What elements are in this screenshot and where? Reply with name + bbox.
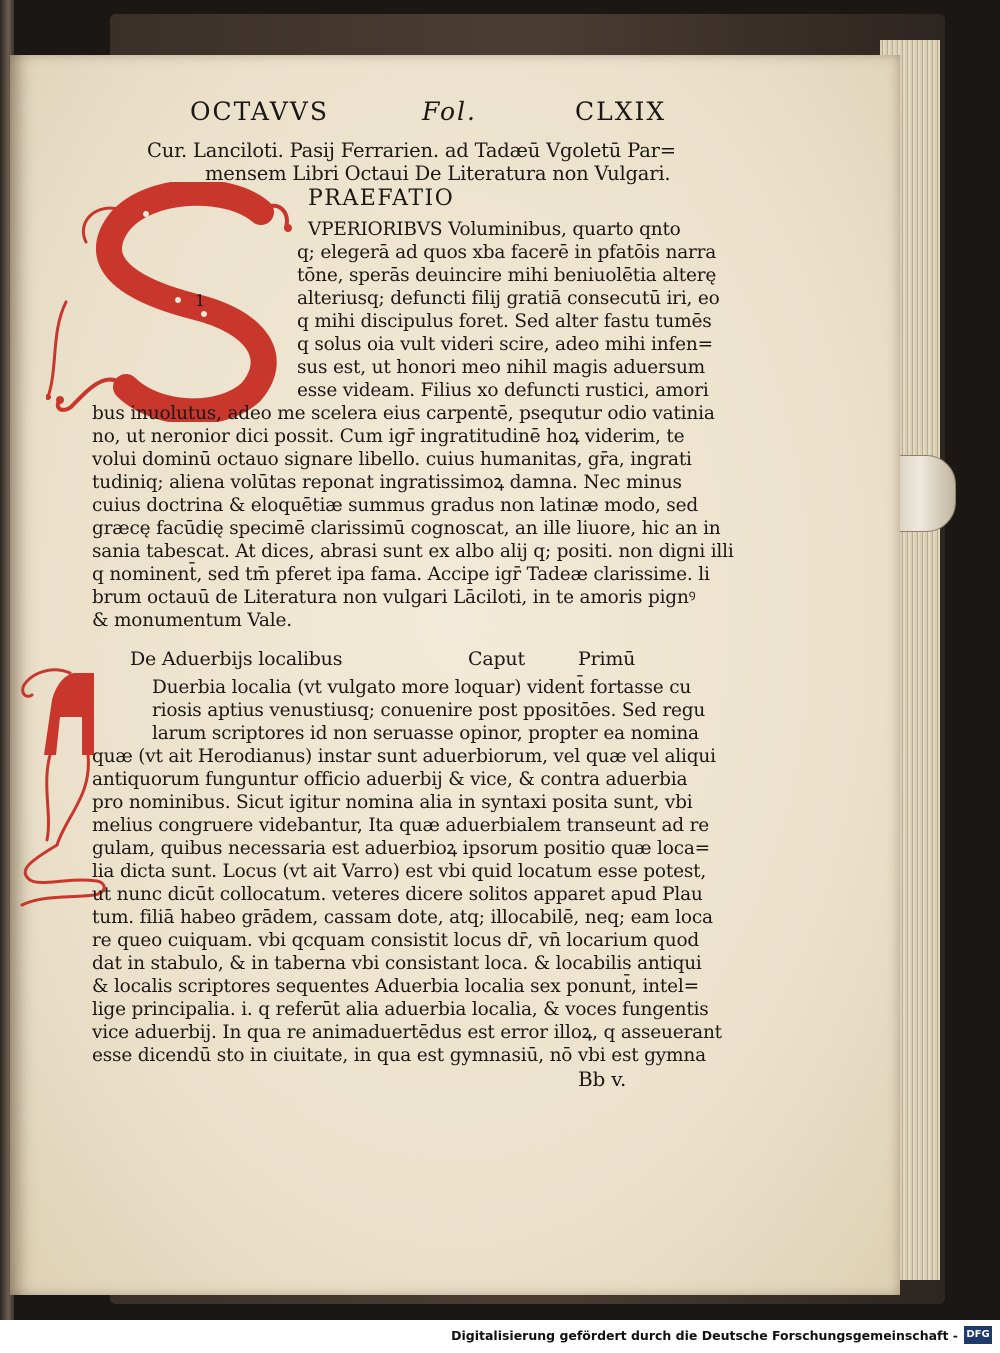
praefatio-line-5: q mihi discipulus foret. Sed alter fastu tumēs <box>297 311 712 332</box>
praefatio-line-12: tudiniq; aliena volūtas reponat ingratissimoꝝ damna. Nec minus <box>92 472 682 493</box>
praefatio-line-14: græcę facūdię specimē clarissimū cognoscat, an ille liuore, hic an in <box>92 518 721 539</box>
title-line-1: Cur. Lanciloti. Pasij Ferrarien. ad Tadæū Vgoletū Par= <box>147 139 676 162</box>
chapter-line-9: lia dicta sunt. Locus (vt ait Varro) est vbi quid locatum esse potest, <box>92 861 707 882</box>
digitization-footer <box>0 1320 1000 1353</box>
chapter-heading-title: De Aduerbijs localibus <box>130 648 343 670</box>
chapter-line-15: lige principalia. i. q referūt alia aduerbia localia, & voces fungentis <box>92 999 709 1020</box>
praefatio-line-1: VPERIORIBVS Voluminibus, quarto qnto <box>308 219 681 240</box>
chapter-line-7: melius congruere videbantur, Ita quæ aduerbialem transeunt ad re <box>92 815 710 836</box>
chapter-heading-caput: Caput <box>468 648 525 670</box>
running-head-left: OCTAVVS <box>190 97 329 126</box>
title-line-2: mensem Libri Octaui De Literatura non Vulgari. <box>205 162 671 185</box>
chapter-line-13: dat in stabulo, & in taberna vbi consistant loca. & locabilis antiqui <box>92 953 702 974</box>
chapter-heading-number: Primū <box>578 648 636 670</box>
praefatio-line-6: q solus oia vult videri scire, adeo mihi infen= <box>297 334 713 355</box>
chapter-line-1: Duerbia localia (vt vulgato more loquar) vident̄ fortasse cu <box>152 677 692 698</box>
praefatio-line-18: & monumentum Vale. <box>92 610 292 631</box>
chapter-line-2: riosis aptius venustiusq; conuenire post ppositōes. Sed regu <box>152 700 706 721</box>
chapter-line-12: re queo cuiquam. vbi qcquam consistit locus dr̄, vn̄ locarium quod <box>92 930 700 951</box>
chapter-line-11: tum. filiā habeo grādem, cassam dote, atq; illocabilē, neq; eam loca <box>92 907 713 928</box>
catchword-signature: Bb v. <box>578 1067 627 1091</box>
praefatio-line-10: no, ut neronior dici possit. Cum igr̄ ingratitudinē hoꝝ viderim, te <box>92 426 685 447</box>
praefatio-line-17: brum octauū de Literatura non vulgari Lāciloti, in te amoris pignꝰ <box>92 587 696 608</box>
chapter-line-14: & localis scriptores sequentes Aduerbia localia sex ponunt̄, intel= <box>92 976 699 997</box>
dfg-logo: DFG <box>964 1326 992 1344</box>
chapter-line-3: larum scriptores id non seruasse opinor, propter ea nomina <box>152 723 699 744</box>
funding-notice: Digitalisierung gefördert durch die Deutsche Forschungsgemeinschaft - <box>451 1328 958 1343</box>
chapter-line-10: ut nunc dicūt collocatum. veteres dicere solitos apparet apud Plau <box>92 884 703 905</box>
chapter-line-16: vice aduerbij. In qua re animaduertēdus est error illoꝝ, q asseuerant <box>92 1022 722 1043</box>
praefatio-line-2: q; elegerā ad quos xba facerē in pfatōis narra <box>297 242 717 263</box>
chapter-line-17: esse dicendū sto in ciuitate, in qua est gymnasiū, nō vbi est gymna <box>92 1045 706 1066</box>
running-head-folio-label: Fol. <box>422 97 477 126</box>
praefatio-heading: PRAEFATIO <box>308 186 455 211</box>
chapter-line-6: pro nominibus. Sicut igitur nomina alia in syntaxi posita sunt, vbi <box>92 792 693 813</box>
chapter-line-8: gulam, quibus necessaria est aduerbioꝝ ipsorum positio quæ loca= <box>92 838 710 859</box>
running-head-folio-number: CLXIX <box>575 97 667 126</box>
praefatio-line-8: esse videam. Filius xo defuncti rustici, amori <box>297 380 709 401</box>
praefatio-line-7: sus est, ut honori meo nihil magis aduersum <box>297 357 706 378</box>
praefatio-line-9: bus inuolutus, adeo me scelera eius carpentē, psequtur odio vatinia <box>92 403 715 424</box>
rubricated-initial-s <box>46 182 296 422</box>
praefatio-line-4: alteriusq; defuncti filij gratiā consecutū iri, eo <box>297 288 720 309</box>
praefatio-line-15: sania tabescat. At dices, abrasi sunt ex albo alij q; positi. non digni illi <box>92 541 734 562</box>
praefatio-line-16: q nominent̄, sed tm̄ pferet ipa fama. Accipe igr̄ Tadeæ clarissime. li <box>92 564 710 585</box>
praefatio-line-13: cuius doctrina & eloquētiæ summus gradus non latinæ modo, sed <box>92 495 698 516</box>
praefatio-line-3: tōne, sperās deuincire mihi beniuolētia alterę <box>297 265 717 286</box>
chapter-line-4: quæ (vt ait Herodianus) instar sunt aduerbiorum, vel quæ vel aliqui <box>92 746 716 767</box>
margin-note: 1 <box>195 291 205 310</box>
chapter-line-5: antiquorum funguntur officio aduerbij & vice, & contra aduerbia <box>92 769 688 790</box>
praefatio-line-11: volui dominū octauo signare libello. cuius humanitas, gr̄a, ingrati <box>92 449 692 470</box>
